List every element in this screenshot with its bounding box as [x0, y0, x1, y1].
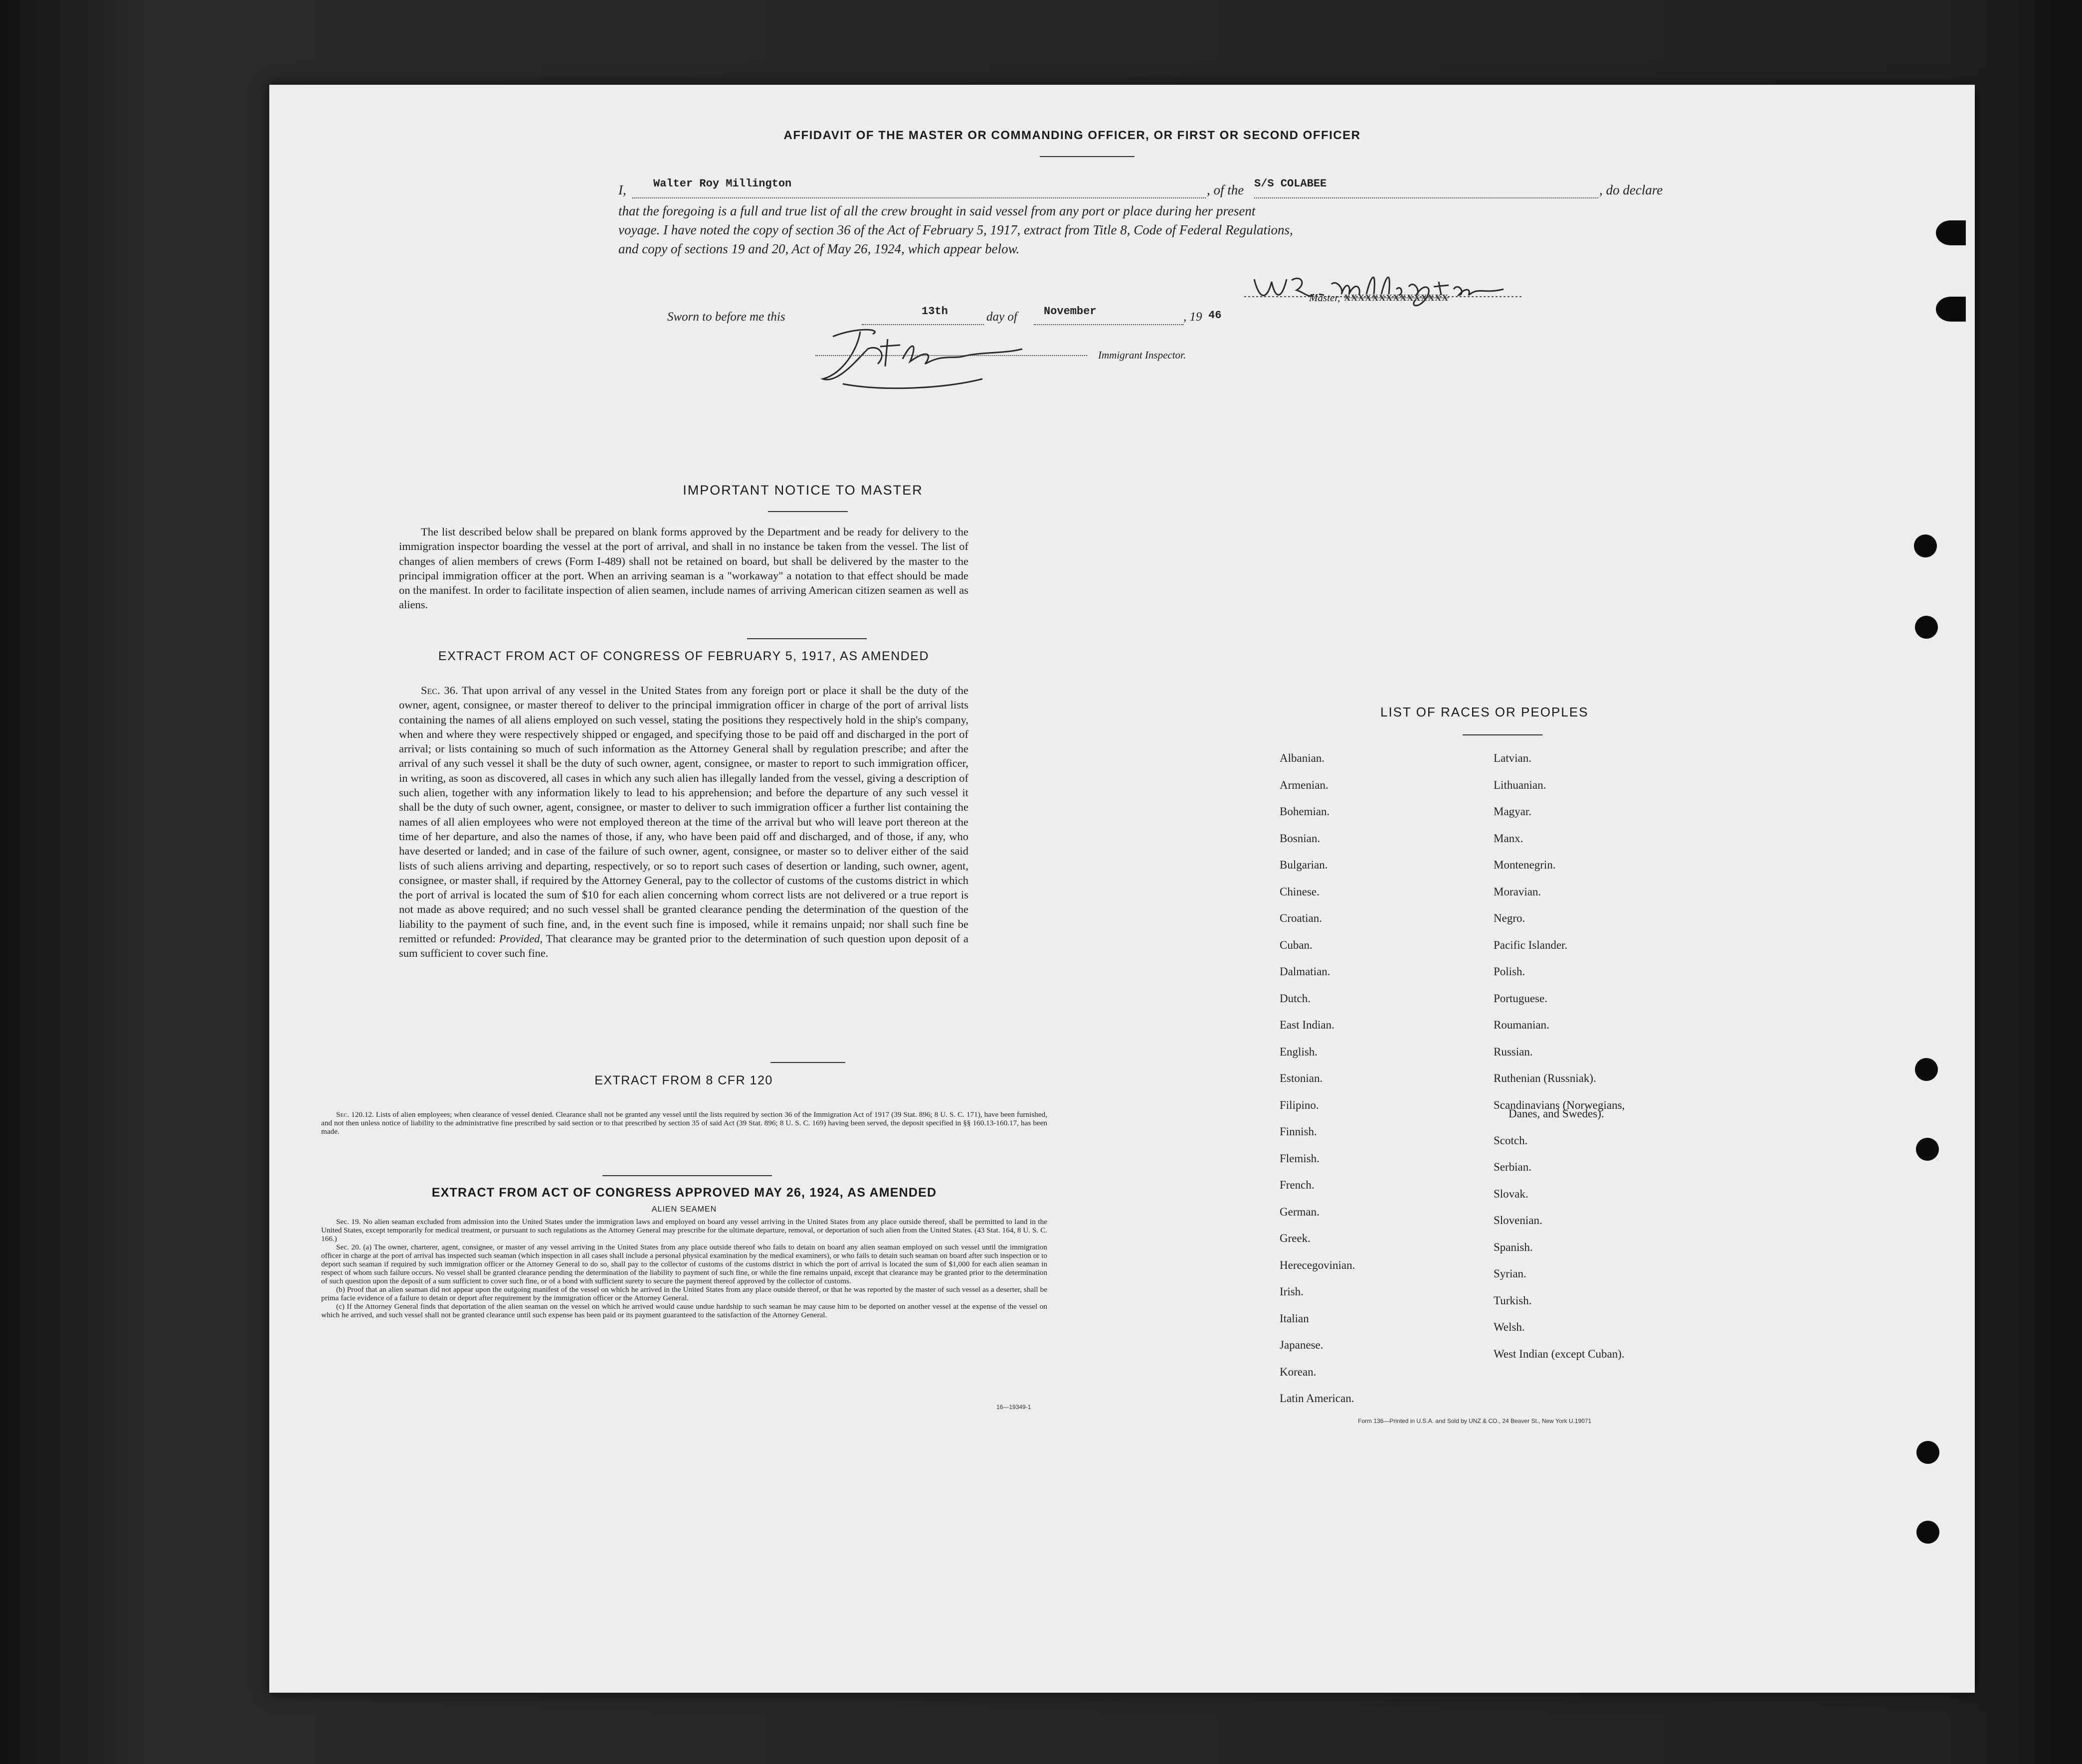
binder-hole: [1936, 220, 1966, 245]
race-item-right: Lithuanian.: [1494, 778, 1546, 791]
sworn-label: Sworn to before me this: [667, 310, 785, 324]
race-item-left: Latin American.: [1280, 1392, 1354, 1405]
race-item-right: Syrian.: [1494, 1267, 1526, 1280]
sec-120-label: Sec. 120.12.: [336, 1110, 374, 1119]
binder-hole: [1916, 1138, 1939, 1161]
notice-rule: [768, 511, 848, 512]
races-rule: [1463, 734, 1542, 735]
extract-cfr-title: EXTRACT FROM 8 CFR 120: [594, 1073, 773, 1087]
vessel-name-field: [1254, 177, 1598, 198]
race-item-left: Italian: [1280, 1312, 1309, 1325]
sec-36-label: Sec. 36.: [421, 684, 458, 697]
binder-hole: [1915, 1058, 1938, 1081]
race-item-left: Herecegovinian.: [1280, 1258, 1355, 1271]
extract-1917-text: [399, 683, 968, 961]
inspector-signature: [813, 319, 1072, 394]
race-item-right: Montenegrin.: [1494, 859, 1556, 871]
race-item-right: Pacific Islander.: [1494, 938, 1568, 951]
race-item-right: Manx.: [1494, 832, 1523, 845]
sec-36-body: That upon arrival of any vessel in the United States from any foreign port or place it shall be the duty of the owner, agent, consignee, or master thereof to deliver to the principal immigration officer in charge of the port of arrival lists containing the names of all aliens employed on such vessel, stating the positions they respectively hold in the ship's company, when and where they were respectively shipped or engaged, and specifying those to be paid off and discharged in the port of arrival; or lists containing so much of such information as the Attorney General shall by regulation prescribe; and after the arrival of any such vessel it shall be the duty of such owner, agent, consignee, or master to report to such immigration officer, in writing, as soon as discovered, all cases in which any such alien has illegally landed from the vessel, giving a description of such alien, together with any information likely to lead to his apprehension; and before the departure of any such vessel it shall be the duty of such owner, agent, consignee, or master to deliver to such immigration officer a further list containing the names of all alien employees who were not employed thereon at the time of the arrival but who will leave port thereon at the time of her departure, and also the names of those, if any, who have been paid off and discharged, and of those, if any, who have deserted or landed; and in case of the failure of such owner, agent, consignee, or master so to deliver either of the said lists of such aliens arriving and departing, respectively, or so to report such cases of desertion or landing, such owner, agent, consignee, or master shall, if required by the Attorney General, pay to the collector of customs of the customs district in which the port of arrival is located the sum of $10 for each alien concerning whom correct lists are not delivered or a true report is not made as above required; and no such vessel shall be granted clearance pending the determination of the question of the liability to the payment of such fine, and, in the event such fine is imposed, while it remains unpaid; nor shall such fine be remitted or refunded:: [399, 684, 968, 945]
race-item-right: Danes, and Swedes).: [1509, 1107, 1604, 1120]
extract-1924-subtitle: ALIEN SEAMEN: [651, 1205, 717, 1214]
master-name-value: Walter Roy Millington: [653, 177, 792, 190]
master-signature: [1244, 259, 1533, 314]
extract-1924-title: EXTRACT FROM ACT OF CONGRESS APPROVED MAY 26, 1924, AS AMENDED: [431, 1186, 937, 1200]
day-of-label: day of: [986, 310, 1017, 324]
document-page: [269, 85, 1975, 1693]
sworn-line: [667, 305, 1565, 328]
extract-cfr-text: [321, 1110, 1047, 1136]
sec-36-paragraph: [399, 683, 968, 961]
binder-hole: [1936, 297, 1966, 322]
race-item-left: Croatian.: [1280, 912, 1322, 924]
race-item-left: Greek.: [1280, 1232, 1311, 1244]
race-item-right: West Indian (except Cuban).: [1494, 1347, 1625, 1360]
year-value: 46: [1208, 309, 1222, 322]
race-item-left: Flemish.: [1280, 1152, 1320, 1165]
binder-hole: [1915, 616, 1938, 639]
provided-word: Provided,: [499, 932, 543, 945]
race-item-left: Bulgarian.: [1280, 859, 1328, 871]
affidavit-line-3: voyage. I have noted the copy of section 36 of the Act of February 5, 1917, extract from Title 8, Code of Federal Regulations,: [618, 222, 1293, 237]
extract-1917-end-rule: [770, 1062, 845, 1063]
race-item-left: Estonian.: [1280, 1072, 1323, 1084]
master-label: Master,: [1309, 292, 1340, 304]
i-label: I,: [618, 182, 626, 197]
race-item-right: Latvian.: [1494, 752, 1531, 764]
race-item-left: Albanian.: [1280, 752, 1325, 764]
race-item-right: Welsh.: [1494, 1321, 1525, 1334]
day-value: 13th: [922, 305, 948, 318]
race-item-left: Korean.: [1280, 1365, 1317, 1378]
sec-20b-paragraph: (b) Proof that an alien seaman did not appear upon the outgoing manifest of the vessel on which he arrived in the United States from any place outside thereof, or that he was reported by the master of such vessel as a deserter, shall be prima facie evidence of a failure to detain or deport after requirement by the immigration officer or the Attorney General.: [321, 1285, 1047, 1302]
extract-1924-text: [321, 1218, 1047, 1319]
affidavit-line-1: [618, 177, 1835, 200]
race-item-left: Finnish.: [1280, 1125, 1317, 1138]
inspector-line: [815, 354, 1087, 356]
race-item-right: Turkish.: [1494, 1294, 1532, 1307]
race-item-right: Spanish.: [1494, 1240, 1533, 1253]
year-prefix: , 19: [1183, 310, 1202, 324]
form-footer: Form 136—Printed in U.S.A. and Sold by UNZ & CO., 24 Beaver St., New York U.19071: [1358, 1417, 1592, 1424]
race-item-left: Chinese.: [1280, 885, 1320, 898]
notice-paragraph: The list described below shall be prepared on blank forms approved by the Department and be ready for delivery to the immigration inspector boarding the vessel at the port of arrival, and shall in no instance be taken from the vessel. The list of changes of alien members of crews (Form I-489) shall not be retained on board, but shall be delivered by the master to the principal immigration officer at the port. When an arriving seaman is a "workaway" a notation to that effect should be made on the manifest. In order to facilitate inspection of alien seamen, include names of arriving American citizen seamen as well as aliens.: [399, 526, 968, 611]
binder-hole: [1916, 1521, 1939, 1544]
vessel-name-value: S/S COLABEE: [1254, 177, 1327, 190]
binder-hole: [1916, 1441, 1939, 1464]
of-the-label: , of the: [1207, 182, 1244, 197]
binder-hole: [1914, 534, 1937, 557]
sec-120-paragraph: [321, 1110, 1047, 1136]
race-item-right: Slovenian.: [1494, 1214, 1542, 1227]
sec-19-paragraph: Sec. 19. No alien seaman excluded from admission into the United States under the immigration laws and employed on board any vessel arriving in the United States from any place outside thereof, shall be permitted to land in the United States, except temporarily for medical treatment, or pursuant to such regulations as the Attorney General may prescribe for the ultimate departure, removal, or deportation of such alien from the United States. (43 Stat. 164, 8 U. S. C. 166.): [321, 1218, 1047, 1243]
race-item-left: East Indian.: [1280, 1019, 1334, 1031]
title-rule: [1040, 156, 1135, 157]
race-item-left: Bosnian.: [1280, 832, 1321, 845]
race-item-right: Scandinavians (Norwegians,: [1494, 1098, 1625, 1111]
race-item-left: English.: [1280, 1045, 1318, 1058]
affidavit-line-2: that the foregoing is a full and true list of all the crew brought in said vessel from any port or place during her present: [618, 203, 1256, 218]
affidavit-line-4: and copy of sections 19 and 20, Act of May 26, 1924, which appear below.: [618, 241, 1020, 256]
month-value: November: [1044, 305, 1097, 318]
extract-1917-title: EXTRACT FROM ACT OF CONGRESS OF FEBRUARY 5, 1917, AS AMENDED: [438, 649, 930, 663]
race-item-left: Bohemian.: [1280, 805, 1330, 818]
inspector-label: Immigrant Inspector.: [1098, 349, 1186, 361]
do-declare-label: , do declare: [1599, 182, 1663, 197]
sec-120-body: Lists of alien employees; when clearance of vessel denied. Clearance shall not be granted any vessel until the lists required by section 36 of the Immigration Act of 1917 (39 Stat. 896; 8 U. S. C. 171), have been furnished, and not then unless notice of liability to the administrative fine prescribed by said section or to that prescribed by section 35 of said Act (39 Stat. 896; 8 U. S. C. 169) having been served, the deposit specified in §§ 160.13-160.17, has been made.: [321, 1110, 1047, 1136]
race-item-left: French.: [1280, 1179, 1315, 1191]
race-item-left: Filipino.: [1280, 1098, 1319, 1111]
master-name-field: [632, 177, 1206, 198]
race-item-left: Japanese.: [1280, 1339, 1324, 1351]
race-item-right: Ruthenian (Russniak).: [1494, 1072, 1596, 1084]
race-item-right: Slovak.: [1494, 1187, 1528, 1200]
print-code: 16—19349-1: [996, 1404, 1031, 1411]
race-item-right: Negro.: [1494, 912, 1525, 924]
race-item-right: Polish.: [1494, 965, 1525, 978]
race-item-right: Moravian.: [1494, 885, 1541, 898]
sec-20a-paragraph: Sec. 20. (a) The owner, charterer, agent, consignee, or master of any vessel arriving in the United States from any place outside thereof who fails to detain on board any alien seaman employed on such vessel until the immigration officer in charge at the port of arrival has inspected such seaman (which inspection in all cases shall include a personal physical examination by the medical examiners), or who fails to detain such seaman on board after such inspection or to deport such seaman if required by such immigration officer or the Attorney General to do so, shall pay to the collector of customs of the customs district in which the port of arrival is located the sum of $1,000 for each alien seaman in respect of whom such failure occurs. No vessel shall be granted clearance pending the determination of the liability to payment of such fine, or while the fine remains unpaid, except that clearance may be granted prior to the determination of such question upon the deposit of a sum sufficient to cover such fine, or of a bond with sufficient surety to secure the payment thereof approved by the collector of customs.: [321, 1243, 1047, 1285]
race-item-right: Magyar.: [1494, 805, 1532, 818]
affidavit-title: AFFIDAVIT OF THE MASTER OR COMMANDING OFFICER, OR FIRST OR SECOND OFFICER: [783, 129, 1361, 142]
notice-text: [399, 525, 968, 612]
race-item-left: Dutch.: [1280, 992, 1311, 1005]
master-struck-text: XXXXXXXXXXXXXXX: [1344, 293, 1449, 303]
race-item-right: Scotch.: [1494, 1134, 1528, 1147]
race-item-left: Cuban.: [1280, 938, 1313, 951]
sec-36-end: That clearance may be granted prior to the determination of such question upon deposit of a sum sufficient to cover such fine.: [399, 932, 968, 960]
extract-cfr-end-rule: [602, 1175, 772, 1176]
race-item-left: Armenian.: [1280, 778, 1328, 791]
notice-end-rule: [747, 638, 867, 639]
race-item-right: Serbian.: [1494, 1161, 1532, 1174]
race-item-right: Roumanian.: [1494, 1019, 1549, 1031]
races-title: LIST OF RACES OR PEOPLES: [1380, 705, 1589, 719]
race-item-right: Portuguese.: [1494, 992, 1547, 1005]
race-item-left: Dalmatian.: [1280, 965, 1330, 978]
sec-20c-paragraph: (c) If the Attorney General finds that deportation of the alien seaman on the vessel on which he arrived would cause undue hardship to such seaman he may cause him to be deported on another vessel at the expense of the vessel on which he arrived, and such vessel shall not be granted clearance until such expense has been paid or its payment guaranteed to the satisfaction of the Attorney General.: [321, 1302, 1047, 1319]
race-item-left: Irish.: [1280, 1285, 1304, 1298]
race-item-left: German.: [1280, 1205, 1320, 1218]
race-item-right: Russian.: [1494, 1045, 1533, 1058]
notice-title: IMPORTANT NOTICE TO MASTER: [683, 483, 923, 498]
